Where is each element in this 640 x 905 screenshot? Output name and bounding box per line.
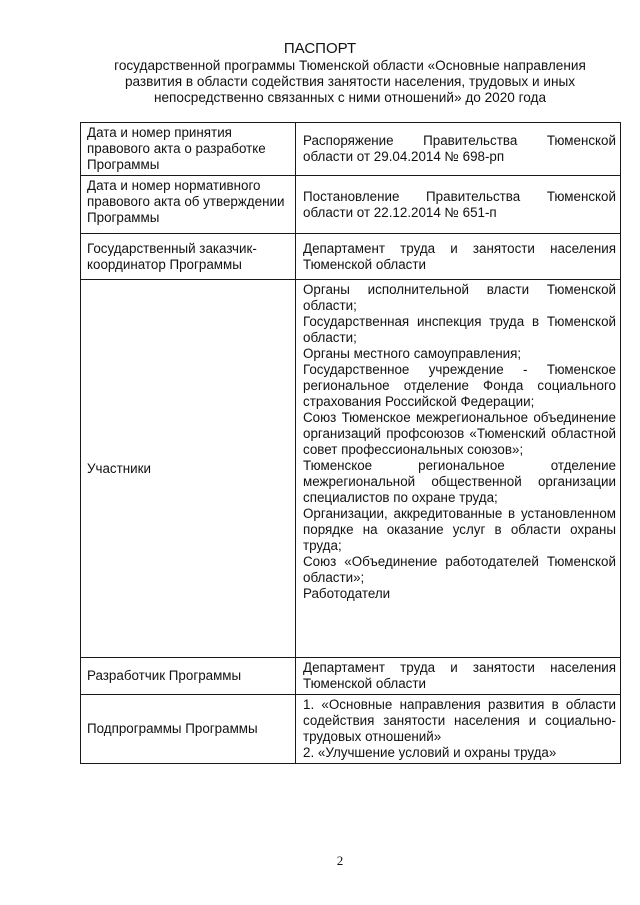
- passport-table: [80, 122, 621, 764]
- row-value: [296, 234, 621, 280]
- value-line: Органы исполнительной власти Тюменской области;: [303, 282, 616, 313]
- document-title: ПАСПОРТ: [283, 40, 357, 57]
- value-line: Государственная инспекция труда в Тюменской области;: [303, 314, 616, 345]
- page-number: 2: [336, 853, 344, 868]
- row-value: [296, 695, 621, 764]
- row-label: Разработчик Программы: [81, 658, 296, 695]
- value-line: Органы местного самоуправления;: [303, 346, 522, 361]
- table-row: [81, 234, 621, 280]
- row-label: Дата и номер принятия правового акта о разработке Программы: [81, 123, 296, 176]
- table-row: [81, 658, 621, 695]
- value-line: 2. «Улучшение условий и охраны труда»: [303, 745, 557, 760]
- value-line: Государственное учреждение - Тюменское региональное отделение Фонда социального страхования Российской Федерации;: [303, 362, 616, 409]
- value-line: Распоряжение Правительства Тюменской области от 29.04.2014 № 698-рп: [303, 133, 616, 164]
- value-line: Департамент труда и занятости населения Тюменской области: [303, 240, 616, 272]
- value-line: Организации, аккредитованные в установленном порядке на оказание услуг в области охраны труда;: [303, 506, 616, 553]
- value-line: Союз «Объединение работодателей Тюменской области»;: [303, 554, 616, 585]
- document-subtitle: государственной программы Тюменской области «Основные направления развития в области содействия занятости населения, трудовых и иных непосредственно связанных с ними отношений» до 2020 года: [114, 58, 586, 105]
- row-value: [296, 176, 621, 234]
- row-value: [296, 123, 621, 176]
- row-value: [296, 658, 621, 695]
- table-row: [81, 123, 621, 176]
- row-label: Государственный заказчик-координатор Программы: [81, 234, 296, 280]
- row-value: [296, 280, 621, 658]
- value-line: Союз Тюменское межрегиональное объединение организаций профсоюзов «Тюменский областной совет профессиональных союзов»;: [303, 410, 616, 457]
- row-label: Дата и номер нормативного правового акта об утверждении Программы: [81, 176, 296, 234]
- value-line: Работодатели: [303, 586, 391, 601]
- table-row: [81, 280, 621, 658]
- row-label: Участники: [81, 280, 296, 658]
- table-row: [81, 695, 621, 764]
- table-row: [81, 176, 621, 234]
- value-line: Тюменское региональное отделение межрегиональной общественной организации специалистов по охране труда;: [303, 458, 616, 505]
- row-label: Подпрограммы Программы: [81, 695, 296, 764]
- value-line: 1. «Основные направления развития в области содействия занятости населения и социально-трудовых отношений»: [303, 697, 616, 744]
- value-line: Постановление Правительства Тюменской области от 22.12.2014 № 651-п: [303, 188, 616, 220]
- value-line: Департамент труда и занятости населения Тюменской области: [303, 660, 616, 691]
